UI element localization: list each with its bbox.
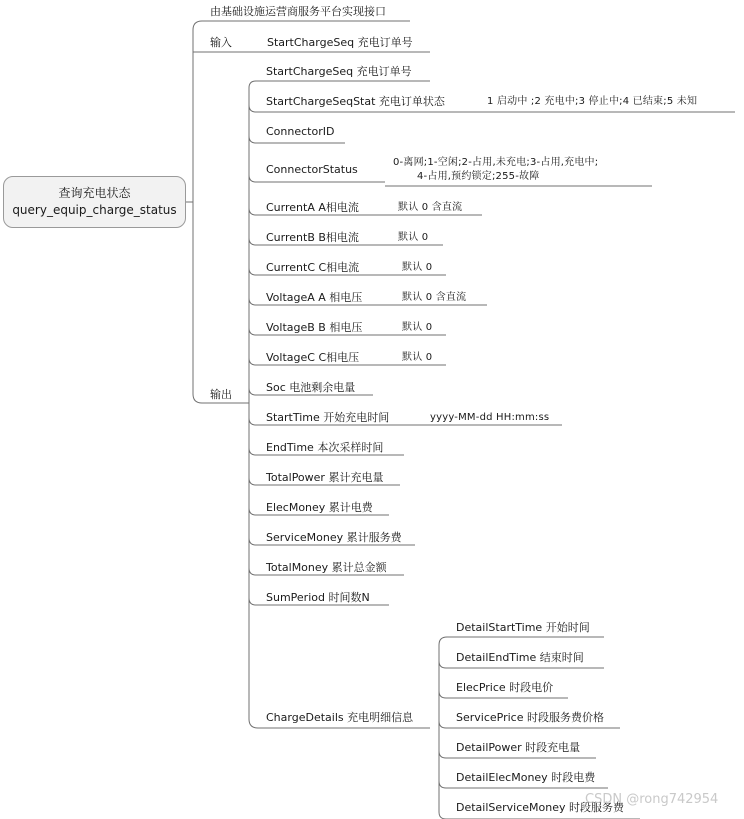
detail-field-power[interactable]: DetailPower 时段充电量 bbox=[456, 741, 581, 754]
output-field-total-money[interactable]: TotalMoney 累计总金额 bbox=[266, 561, 387, 574]
root-title: 查询充电状态 bbox=[58, 186, 131, 200]
connector-status-note-line-1: 0-离网;1-空闲;2-占用,未充电;3-占用,充电中; bbox=[393, 157, 599, 168]
detail-field-start-time[interactable]: DetailStartTime 开始时间 bbox=[456, 621, 590, 634]
output-field-sum-period[interactable]: SumPeriod 时间数N bbox=[266, 591, 370, 604]
root-node[interactable] bbox=[3, 176, 186, 228]
connector-status-note-line-2: 4-占用,预约锁定;255-故障 bbox=[417, 171, 540, 182]
output-field-start-charge-seq-stat[interactable]: StartChargeSeqStat 充电订单状态 bbox=[266, 95, 445, 108]
detail-field-end-time[interactable]: DetailEndTime 结束时间 bbox=[456, 651, 584, 664]
start-time-note: yyyy-MM-dd HH:mm:ss bbox=[430, 412, 550, 423]
watermark: CSDN @rong742954 bbox=[585, 792, 719, 807]
output-field-start-charge-seq[interactable]: StartChargeSeq 充电订单号 bbox=[266, 65, 412, 78]
output-field-voltage-c[interactable]: VoltageC C相电压 bbox=[266, 351, 360, 364]
output-branch-label[interactable]: 输出 bbox=[210, 388, 232, 401]
input-branch-label[interactable]: 输入 bbox=[210, 36, 232, 49]
output-field-voltage-b[interactable]: VoltageB B 相电压 bbox=[266, 321, 363, 334]
output-field-service-money[interactable]: ServiceMoney 累计服务费 bbox=[266, 531, 402, 544]
output-field-connector-id[interactable]: ConnectorID bbox=[266, 125, 335, 138]
current-a-note: 默认 0 含直流 bbox=[398, 202, 463, 213]
output-field-current-b[interactable]: CurrentB B相电流 bbox=[266, 231, 359, 244]
output-field-current-c[interactable]: CurrentC C相电流 bbox=[266, 261, 360, 274]
voltage-c-note: 默认 0 bbox=[402, 352, 433, 363]
current-b-note: 默认 0 bbox=[398, 232, 429, 243]
output-field-elec-money[interactable]: ElecMoney 累计电费 bbox=[266, 501, 373, 514]
detail-field-service-money[interactable]: DetailServiceMoney 时段服务费 bbox=[456, 801, 625, 814]
current-c-note: 默认 0 bbox=[402, 262, 433, 273]
output-field-end-time[interactable]: EndTime 本次采样时间 bbox=[266, 441, 384, 454]
output-field-connector-status[interactable]: ConnectorStatus bbox=[266, 163, 358, 176]
start-charge-seq-stat-note: 1 启动中 ;2 充电中;3 停止中;4 已结束;5 未知 bbox=[487, 96, 698, 107]
output-field-start-time[interactable]: StartTime 开始充电时间 bbox=[266, 411, 390, 424]
input-field-start-charge-seq[interactable]: StartChargeSeq 充电订单号 bbox=[267, 36, 413, 49]
detail-field-service-price[interactable]: ServicePrice 时段服务费价格 bbox=[456, 711, 604, 724]
output-field-current-a[interactable]: CurrentA A相电流 bbox=[266, 201, 359, 214]
output-field-charge-details[interactable]: ChargeDetails 充电明细信息 bbox=[266, 711, 414, 724]
output-field-total-power[interactable]: TotalPower 累计充电量 bbox=[266, 471, 384, 484]
voltage-a-note: 默认 0 含直流 bbox=[402, 292, 467, 303]
output-field-soc[interactable]: Soc 电池剩余电量 bbox=[266, 381, 356, 394]
detail-field-elec-price[interactable]: ElecPrice 时段电价 bbox=[456, 681, 554, 694]
root-subtitle: query_equip_charge_status bbox=[12, 203, 177, 217]
detail-field-elec-money[interactable]: DetailElecMoney 时段电费 bbox=[456, 771, 596, 784]
top-note[interactable]: 由基础设施运营商服务平台实现接口 bbox=[210, 5, 386, 18]
voltage-b-note: 默认 0 bbox=[402, 322, 433, 333]
output-field-voltage-a[interactable]: VoltageA A 相电压 bbox=[266, 291, 363, 304]
